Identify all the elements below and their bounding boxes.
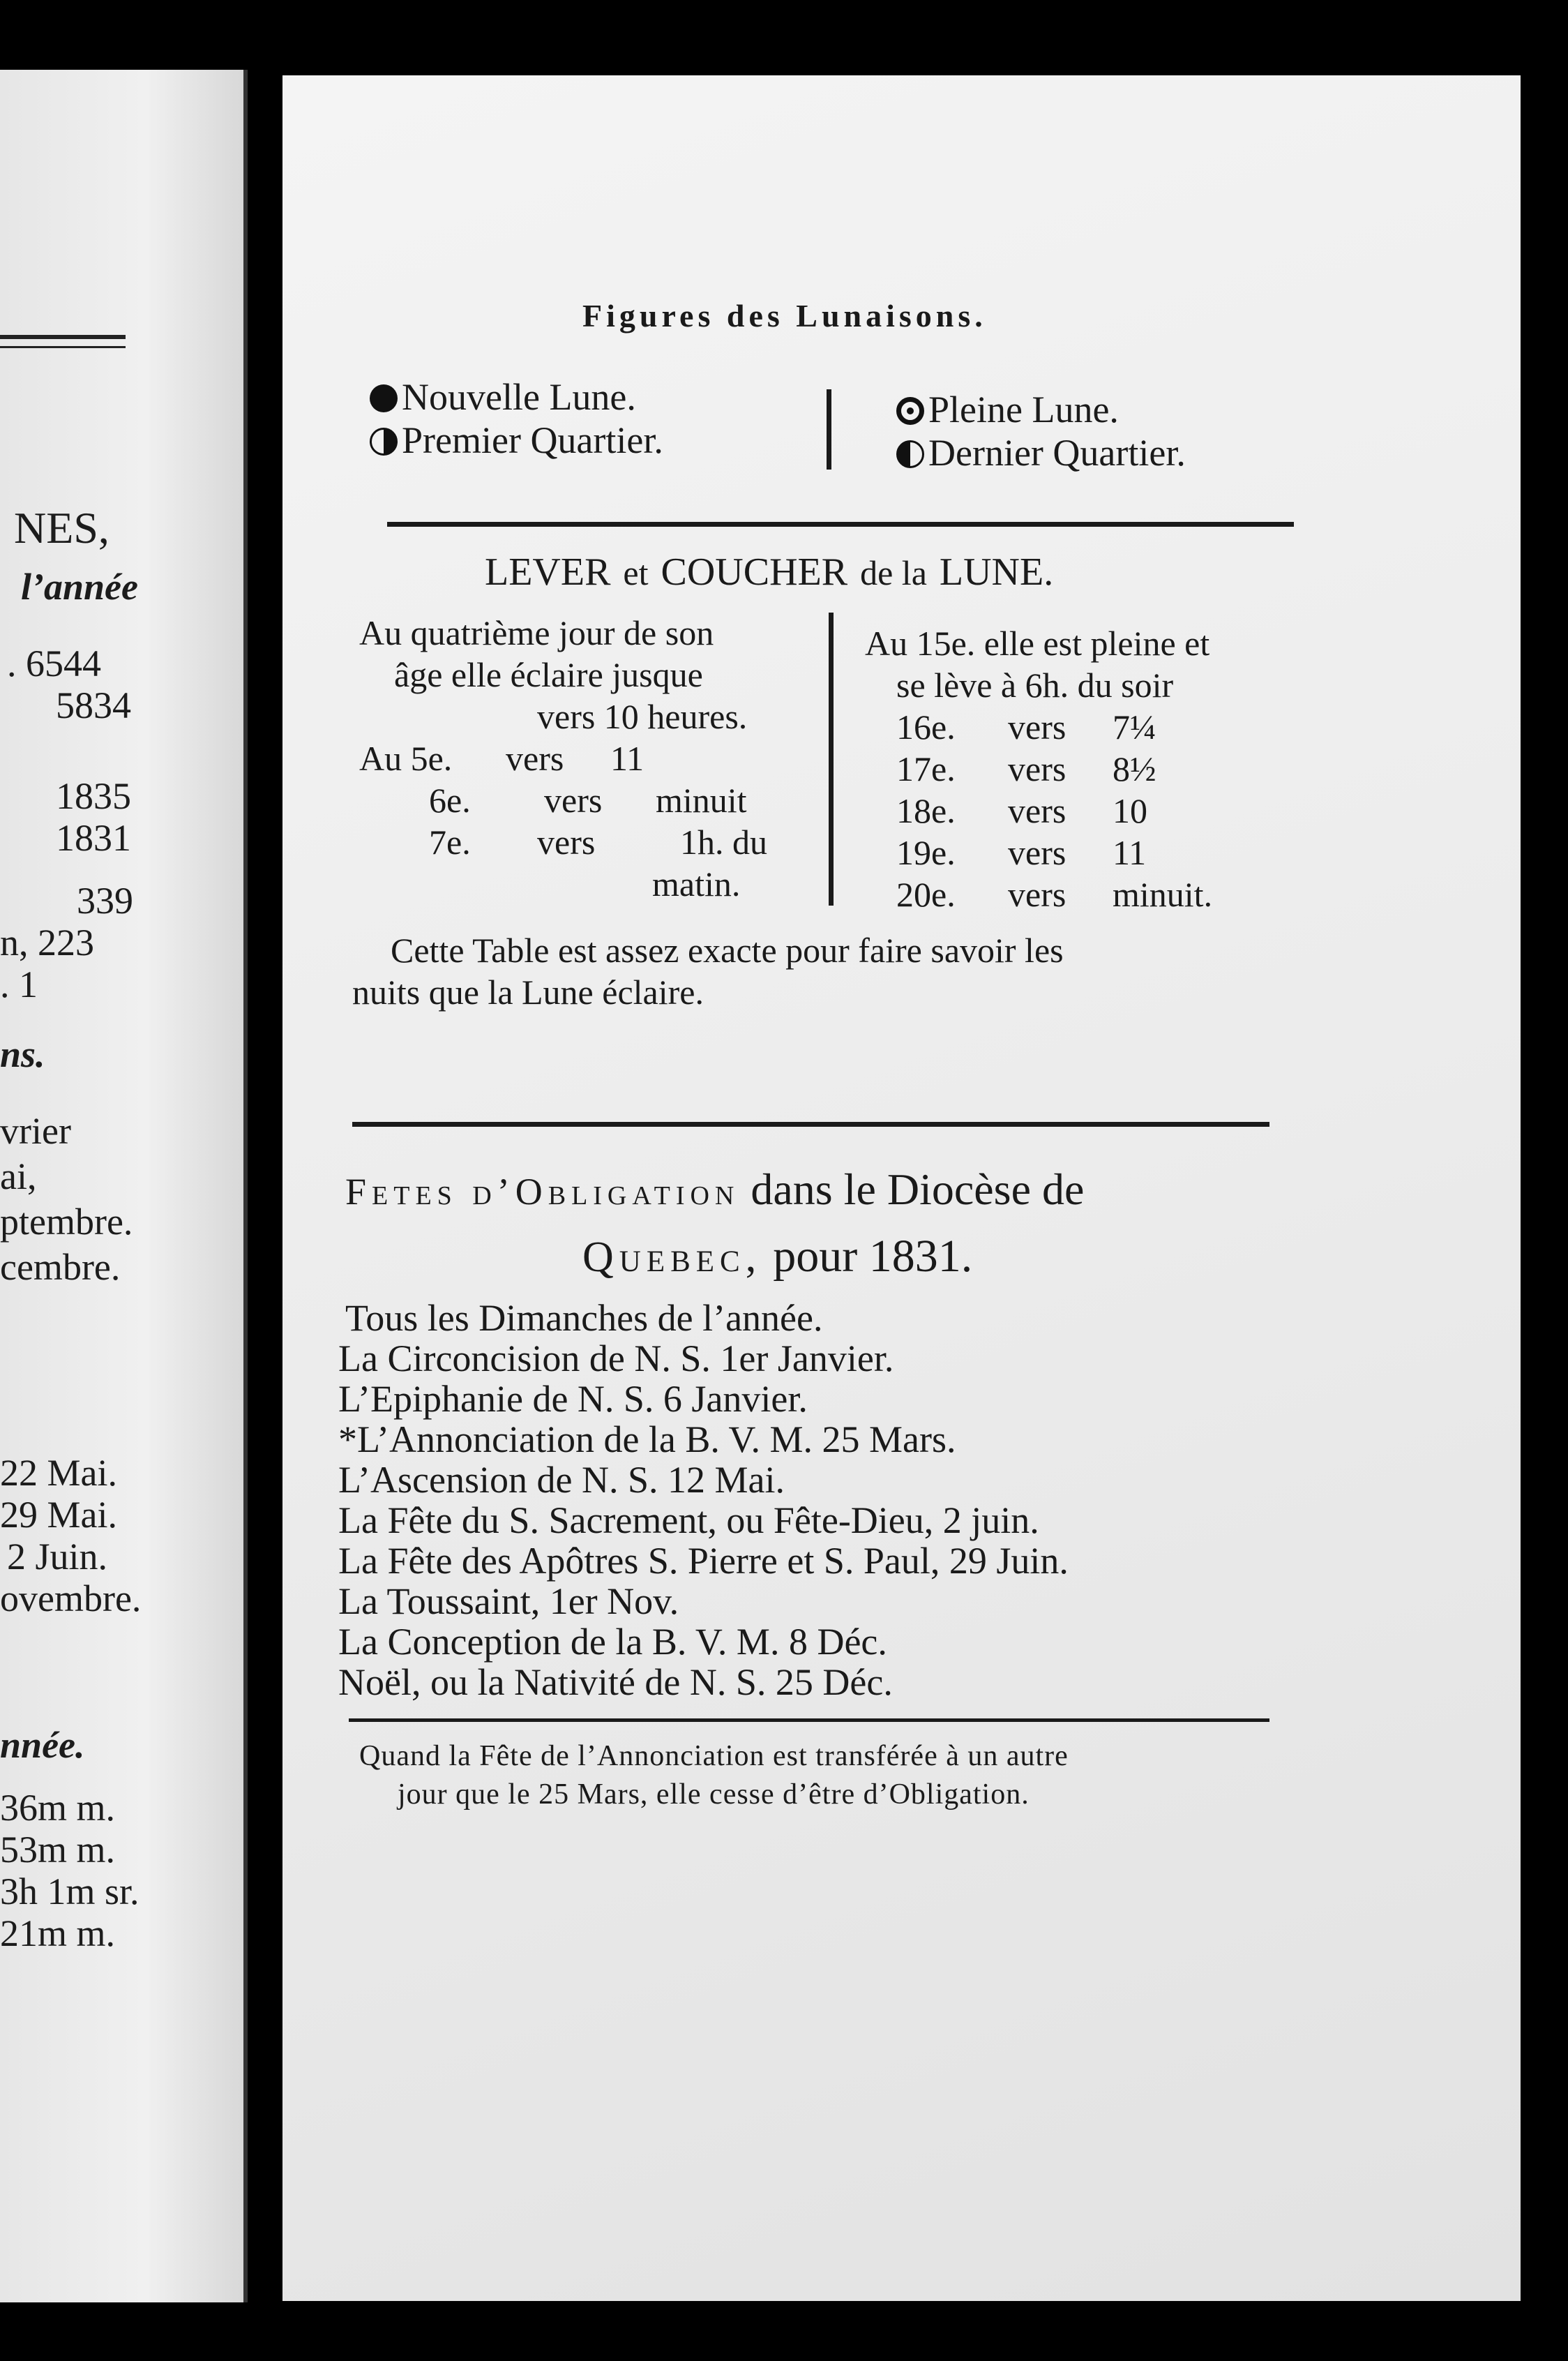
fetes-title-obligation: Fetes d’Obligation	[345, 1171, 740, 1213]
row-vers: vers	[1008, 707, 1066, 747]
fetes-title-line-1	[345, 1164, 1084, 1215]
feast-item: L’Epiphanie de N. S. 6 Janvier.	[338, 1378, 808, 1420]
feast-item: L’Ascension de N. S. 12 Mai.	[338, 1459, 785, 1501]
row-vers: vers	[1008, 791, 1066, 830]
facing-fragment: l’année	[21, 566, 138, 608]
row-time: 11	[1113, 833, 1147, 872]
footnote-line: Quand la Fête de l’Annonciation est transférée à un autre	[359, 1740, 1069, 1772]
facing-fragment: ptembre.	[0, 1201, 133, 1243]
row-time: minuit.	[1113, 875, 1213, 914]
table-divider	[829, 613, 834, 906]
row-time: 11	[610, 739, 644, 778]
right-table-row	[896, 707, 1156, 747]
facing-fragment: cembre.	[0, 1246, 121, 1288]
row-time: 10	[1113, 791, 1147, 830]
row-time: 8½	[1113, 749, 1156, 788]
facing-page-rule	[0, 335, 126, 339]
fetes-title-line-2	[582, 1230, 972, 1283]
facing-fragment: 339	[77, 880, 133, 922]
section-rule	[387, 522, 1294, 527]
facing-fragment: 36m m.	[0, 1787, 116, 1829]
full-moon-label: Pleine Lune.	[928, 389, 1119, 430]
first-quarter-label: Premier Quartier.	[402, 419, 663, 461]
facing-page-rule-thin	[0, 346, 126, 348]
facing-page	[0, 70, 248, 2302]
row-vers: vers	[537, 823, 596, 862]
facing-fragment: 3h 1m sr.	[0, 1871, 140, 1912]
table-note: Cette Table est assez exacte pour faire savoir les	[391, 931, 1064, 970]
title-lune: LUNE.	[939, 550, 1054, 594]
row-vers: vers	[1008, 749, 1066, 788]
last-quarter-icon	[896, 440, 924, 468]
left-table-end: matin.	[652, 864, 741, 904]
facing-fragment: 22 Mai.	[0, 1452, 117, 1494]
first-quarter-icon	[370, 428, 398, 456]
right-table-row	[896, 749, 1156, 789]
full-moon-icon	[896, 397, 924, 425]
row-day: 19e.	[896, 833, 956, 872]
row-vers: vers	[506, 739, 564, 778]
left-table-row	[429, 780, 747, 820]
facing-fragment: nnée.	[0, 1724, 85, 1766]
feast-item: La Fête des Apôtres S. Pierre et S. Paul, 29 Juin.	[338, 1540, 1069, 1582]
new-moon-icon	[370, 384, 398, 412]
facing-fragment: ns.	[0, 1033, 45, 1075]
new-moon-label: Nouvelle Lune.	[402, 376, 636, 418]
last-quarter-label: Dernier Quartier.	[928, 432, 1186, 474]
section-rule	[352, 1122, 1269, 1127]
facing-fragment: . 6544	[7, 643, 101, 684]
facing-fragment: 29 Mai.	[0, 1494, 117, 1536]
feast-item: Tous les Dimanches de l’année.	[345, 1297, 823, 1339]
right-table-row	[896, 832, 1146, 873]
facing-fragment: ai,	[0, 1155, 37, 1197]
fetes-title-year: pour 1831.	[773, 1231, 973, 1282]
facing-fragment: ovembre.	[0, 1577, 142, 1619]
facing-fragment: 53m m.	[0, 1829, 116, 1871]
facing-fragment: NES,	[14, 503, 110, 553]
row-vers: vers	[1008, 833, 1066, 872]
feast-item: Noël, ou la Nativité de N. S. 25 Déc.	[338, 1661, 893, 1703]
footnote-rule	[349, 1718, 1269, 1722]
lunaisons-title: Figures des Lunaisons.	[582, 298, 987, 333]
row-day: 16e.	[896, 707, 956, 747]
row-day: Au 5e.	[359, 739, 453, 778]
title-lever: LEVER	[485, 550, 611, 594]
left-intro-line: âge elle éclaire jusque	[394, 655, 703, 694]
facing-fragment: 2 Juin.	[7, 1536, 108, 1577]
row-vers: vers	[544, 781, 603, 820]
full-moon-legend	[896, 388, 1119, 431]
last-quarter-legend	[896, 431, 1186, 474]
feast-item: La Fête du S. Sacrement, ou Fête-Dieu, 2 juin.	[338, 1499, 1039, 1541]
new-moon-legend	[370, 375, 636, 419]
almanac-page	[282, 75, 1521, 2301]
facing-fragment: vrier	[0, 1110, 71, 1152]
title-coucher: COUCHER	[661, 550, 848, 594]
right-intro-line: se lève à 6h. du soir	[896, 666, 1174, 705]
row-day: 17e.	[896, 749, 956, 788]
facing-fragment: 5834	[56, 684, 131, 726]
legend-divider	[827, 389, 831, 470]
row-vers: vers	[1008, 875, 1066, 914]
facing-fragment: 1835	[56, 775, 131, 817]
title-et: et	[623, 553, 649, 592]
feast-item: *L’Annonciation de la B. V. M. 25 Mars.	[338, 1418, 956, 1460]
title-de-la: de la	[860, 553, 927, 592]
row-time: minuit	[656, 781, 747, 820]
right-table-row	[896, 874, 1212, 915]
fetes-title-quebec: Quebec,	[582, 1234, 762, 1281]
lever-coucher-title	[485, 550, 1053, 594]
footnote-line: jour que le 25 Mars, elle cesse d’être d’Obligation.	[398, 1778, 1030, 1811]
left-intro-line: Au quatrième jour de son	[359, 613, 714, 652]
facing-fragment: . 1	[0, 964, 38, 1005]
first-quarter-legend	[370, 419, 663, 462]
row-day: 7e.	[429, 823, 471, 862]
facing-fragment: 21m m.	[0, 1912, 116, 1954]
row-day: 20e.	[896, 875, 956, 914]
feast-item: La Circoncision de N. S. 1er Janvier.	[338, 1337, 894, 1379]
fetes-title-diocese: dans le Diocèse de	[751, 1164, 1085, 1214]
feast-item: La Conception de la B. V. M. 8 Déc.	[338, 1621, 887, 1663]
left-table-row	[359, 738, 644, 779]
table-note: nuits que la Lune éclaire.	[352, 973, 704, 1012]
facing-fragment: n, 223	[0, 922, 94, 964]
row-time: 7¼	[1113, 707, 1156, 747]
facing-fragment: 1831	[56, 817, 131, 859]
row-day: 18e.	[896, 791, 956, 830]
row-day: 6e.	[429, 781, 471, 820]
feast-item: La Toussaint, 1er Nov.	[338, 1580, 679, 1622]
right-table-row	[896, 790, 1147, 831]
right-intro-line: Au 15e. elle est pleine et	[865, 624, 1210, 663]
left-table-row	[429, 822, 767, 862]
row-time: 1h. du	[680, 823, 767, 862]
left-intro-line: vers 10 heures.	[537, 697, 748, 736]
